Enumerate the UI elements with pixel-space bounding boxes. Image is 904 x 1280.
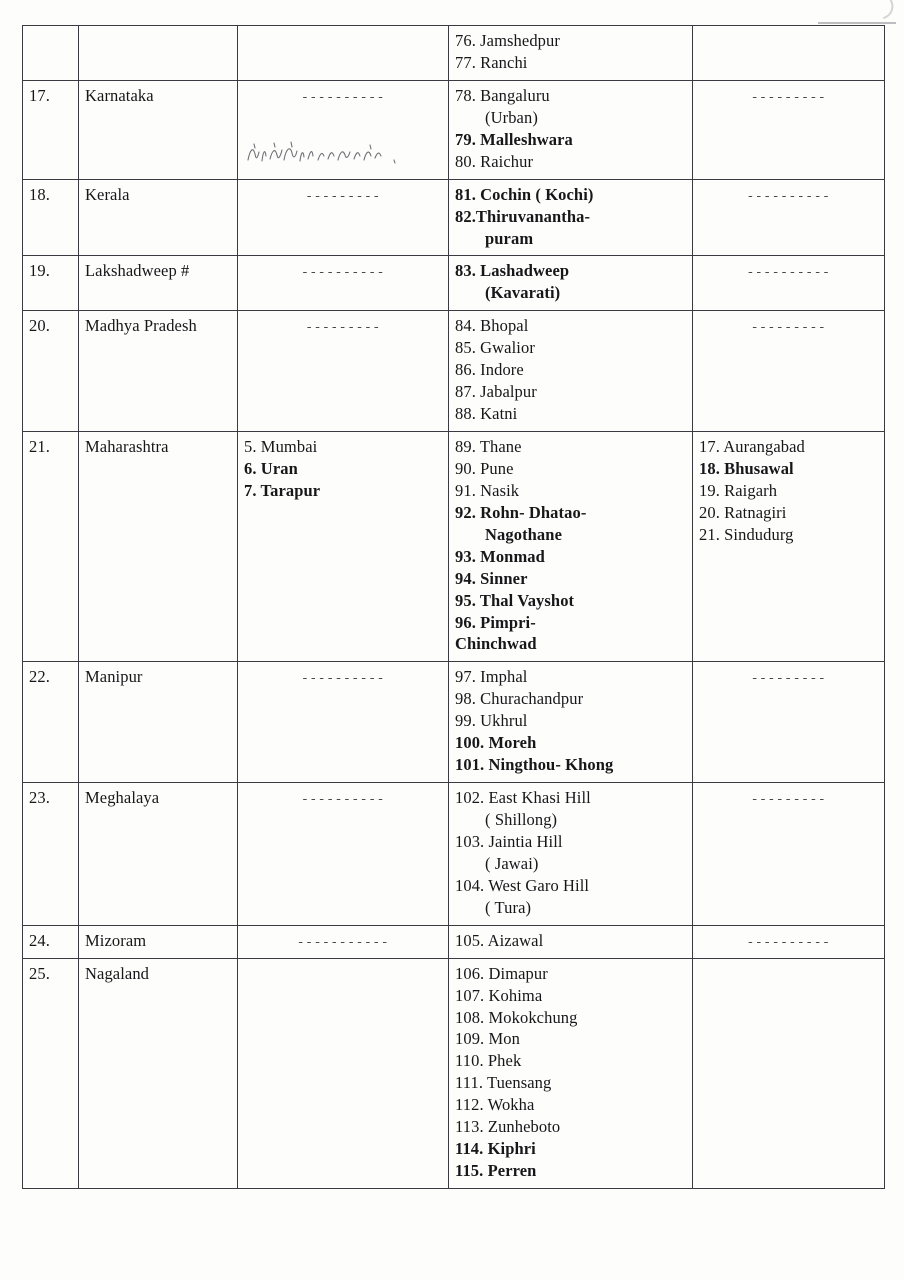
row-mizoram-col4	[449, 925, 693, 958]
row-manipur-col4	[449, 662, 693, 783]
dash-placeholder: ----------	[300, 266, 385, 280]
table-entry: 83. Lashadweep	[455, 261, 570, 281]
row-karnataka-col4	[449, 80, 693, 179]
table-entry: 18. Bhusawal	[699, 458, 794, 478]
table-row	[23, 432, 885, 662]
scanner-artifact-icon	[842, 0, 898, 27]
row-manipur-col3	[238, 662, 449, 783]
row-mizoram-col3	[238, 925, 449, 958]
table-entry: 113. Zunheboto	[455, 1117, 561, 1137]
row-continuation-jharkhand-col3	[238, 26, 449, 81]
table-entry: 104. West Garo Hill	[455, 875, 590, 895]
table-entry: 78. Bangaluru	[455, 85, 550, 105]
row-mizoram-col5	[693, 925, 885, 958]
table-entry: 86. Indore	[455, 360, 524, 380]
table-row	[23, 783, 885, 926]
table-entry: 112. Wokha	[455, 1095, 535, 1115]
table-entry: ( Tura)	[485, 897, 532, 917]
row-meghalaya-col5	[693, 783, 885, 926]
table-entry: 93. Monmad	[455, 546, 545, 566]
table-entry: 84. Bhopal	[455, 316, 529, 336]
dash-placeholder: ----------	[746, 935, 831, 949]
table-entry: 91. Nasik	[455, 480, 520, 500]
table-entry: 87. Jabalpur	[455, 382, 537, 402]
table-entry: 89. Thane	[455, 437, 522, 456]
table-entry: (Urban)	[485, 107, 538, 127]
row-meghalaya-col3	[238, 783, 449, 926]
row-kerala-serial-number: 18.	[23, 179, 79, 256]
row-karnataka-state-name: Karnataka	[79, 80, 238, 179]
dash-placeholder: ----------	[300, 91, 385, 104]
row-maharashtra-serial-number: 21.	[23, 432, 79, 662]
row-manipur-col5	[693, 662, 885, 783]
row-nagaland-col3	[238, 958, 449, 1188]
row-lakshadweep-col4	[449, 256, 693, 311]
table-entry: 99. Ukhrul	[455, 711, 528, 731]
dash-placeholder: ----------	[746, 189, 831, 203]
table-entry: 85. Gwalior	[455, 338, 535, 358]
row-lakshadweep-serial-number: 19.	[23, 256, 79, 311]
table-entry: 96. Pimpri-	[455, 612, 536, 632]
table-entry: 103. Jaintia Hill	[455, 831, 563, 851]
dash-placeholder: ---------	[750, 91, 827, 104]
table-entry: 100. Moreh	[455, 733, 537, 753]
table-entry: 7. Tarapur	[244, 480, 321, 500]
row-continuation-jharkhand-state-name	[79, 26, 238, 81]
table-row	[23, 179, 885, 256]
row-meghalaya-state-name: Meghalaya	[79, 783, 238, 926]
row-nagaland-state-name: Nagaland	[79, 958, 238, 1188]
table-entry: 114. Kiphri	[455, 1139, 536, 1159]
row-karnataka-col5	[693, 80, 885, 179]
table-entry: 21. Sindudurg	[699, 524, 794, 544]
row-lakshadweep-state-name: Lakshadweep #	[79, 256, 238, 311]
table-entry: puram	[485, 228, 534, 248]
table-row	[23, 256, 885, 311]
row-maharashtra-col4	[449, 432, 693, 662]
dash-placeholder: ----------	[300, 793, 385, 806]
table-entry: 19. Raigarh	[699, 480, 778, 500]
table-entry: 109. Mon	[455, 1029, 520, 1049]
table-row	[23, 26, 885, 81]
table-entry: 88. Katni	[455, 404, 518, 424]
table-entry: 101. Ningthou- Khong	[455, 755, 614, 775]
row-maharashtra-col3	[238, 432, 449, 662]
table-entry: 98. Churachandpur	[455, 689, 584, 709]
row-karnataka-serial-number: 17.	[23, 80, 79, 179]
row-manipur-serial-number: 22.	[23, 662, 79, 783]
dash-placeholder: ---------	[750, 321, 827, 335]
row-continuation-jharkhand-col5	[693, 26, 885, 81]
table-entry: 95. Thal Vayshot	[455, 590, 575, 610]
table-entry: 110. Phek	[455, 1051, 522, 1071]
table-entry: ( Jawai)	[485, 853, 539, 873]
row-madhya-pradesh-serial-number: 20.	[23, 311, 79, 432]
table-row	[23, 311, 885, 432]
row-kerala-state-name: Kerala	[79, 179, 238, 256]
row-meghalaya-serial-number: 23.	[23, 783, 79, 926]
table-entry: 79. Malleshwara	[455, 129, 573, 149]
row-lakshadweep-col3	[238, 256, 449, 311]
table-entry: 17. Aurangabad	[699, 437, 805, 456]
table-row	[23, 958, 885, 1188]
table-entry: 94. Sinner	[455, 568, 528, 588]
row-meghalaya-col4	[449, 783, 693, 926]
row-mizoram-serial-number: 24.	[23, 925, 79, 958]
table-row	[23, 925, 885, 958]
table-entry: ( Shillong)	[485, 810, 558, 829]
row-manipur-state-name: Manipur	[79, 662, 238, 783]
table-entry: 81. Cochin ( Kochi)	[455, 184, 594, 204]
table-entry: 102. East Khasi Hill	[455, 788, 591, 808]
table-entry: 77. Ranchi	[455, 52, 528, 72]
dash-placeholder: -----------	[296, 935, 390, 949]
row-maharashtra-col5	[693, 432, 885, 662]
table-entry: 105. Aizawal	[455, 930, 544, 950]
row-karnataka-col3	[238, 80, 449, 179]
row-nagaland-serial-number: 25.	[23, 958, 79, 1188]
table-entry: 97. Imphal	[455, 667, 528, 687]
row-madhya-pradesh-state-name: Madhya Pradesh	[79, 311, 238, 432]
dash-placeholder: ----------	[300, 672, 385, 686]
row-nagaland-col4	[449, 958, 693, 1188]
table-entry: 82.Thiruvanantha-	[455, 206, 591, 226]
dash-placeholder: ---------	[305, 189, 381, 203]
table-entry: Nagothane	[485, 524, 562, 544]
row-continuation-jharkhand-serial-number	[23, 26, 79, 81]
row-mizoram-state-name: Mizoram	[79, 925, 238, 958]
table-entry: 106. Dimapur	[455, 963, 548, 983]
dash-placeholder: ---------	[750, 672, 827, 686]
table-entry: 115. Perren	[455, 1161, 537, 1181]
row-continuation-jharkhand-col4	[449, 26, 693, 81]
table-entry: 108. Mokokchung	[455, 1007, 578, 1027]
row-kerala-col3	[238, 179, 449, 256]
table-entry: 111. Tuensang	[455, 1073, 552, 1093]
row-nagaland-col5	[693, 958, 885, 1188]
table-entry: 20. Ratnagiri	[699, 502, 787, 522]
dash-placeholder: ---------	[305, 321, 381, 335]
table-entry: 80. Raichur	[455, 151, 534, 171]
table-entry: 76. Jamshedpur	[455, 31, 560, 50]
row-maharashtra-state-name: Maharashtra	[79, 432, 238, 662]
row-kerala-col4	[449, 179, 693, 256]
table-entry: 92. Rohn- Dhatao-	[455, 502, 587, 522]
row-lakshadweep-col5	[693, 256, 885, 311]
row-madhya-pradesh-col5	[693, 311, 885, 432]
table-row	[23, 662, 885, 783]
scanner-artifact-line	[818, 22, 896, 24]
table-row	[23, 80, 885, 179]
table-entry: 6. Uran	[244, 458, 298, 478]
table-entry: 5. Mumbai	[244, 437, 318, 456]
row-madhya-pradesh-col4	[449, 311, 693, 432]
row-kerala-col5	[693, 179, 885, 256]
dash-placeholder: ----------	[746, 266, 831, 280]
table-entry: 90. Pune	[455, 458, 514, 478]
states-cities-table	[22, 25, 885, 1189]
table-entry: Chinchwad	[455, 634, 537, 654]
row-madhya-pradesh-col3	[238, 311, 449, 432]
dash-placeholder: ---------	[750, 793, 827, 806]
table-entry: 107. Kohima	[455, 985, 543, 1005]
table-entry: (Kavarati)	[485, 283, 561, 303]
